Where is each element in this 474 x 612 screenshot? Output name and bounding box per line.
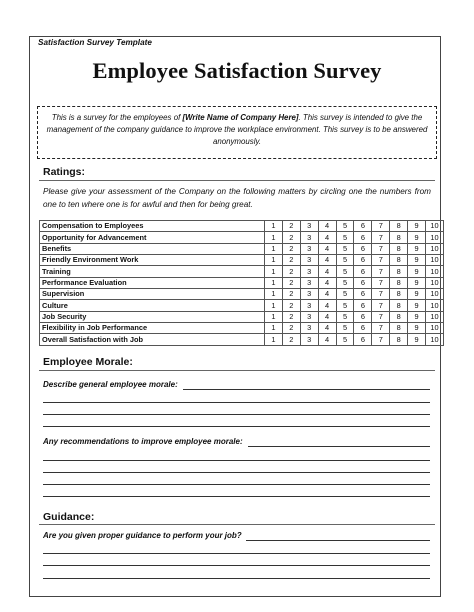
rating-score-option[interactable]: 3 <box>300 334 318 345</box>
rating-row <box>40 300 444 311</box>
rating-score-option[interactable]: 1 <box>265 311 283 322</box>
rating-score-option[interactable]: 5 <box>336 277 354 288</box>
rating-score-option[interactable]: 1 <box>265 266 283 277</box>
rating-score-option[interactable]: 4 <box>318 255 336 266</box>
rating-row <box>40 334 444 345</box>
rating-score-option[interactable]: 10 <box>426 289 444 300</box>
rating-score-option[interactable]: 9 <box>408 221 426 232</box>
rating-score-option[interactable]: 6 <box>354 334 372 345</box>
guidance-rule <box>39 524 435 525</box>
morale-question-recommendations: Any recommendations to improve employee morale: <box>43 437 243 446</box>
rating-score-option[interactable]: 2 <box>282 221 300 232</box>
ratings-rule <box>39 180 435 181</box>
rating-score-option[interactable]: 3 <box>300 323 318 334</box>
survey-title: Employee Satisfaction Survey <box>92 58 382 83</box>
rating-score-option[interactable]: 6 <box>354 311 372 322</box>
rating-score-option[interactable]: 1 <box>265 232 283 243</box>
rating-score-option[interactable]: 4 <box>318 311 336 322</box>
rating-score-option[interactable]: 3 <box>300 232 318 243</box>
rating-score-option[interactable]: 6 <box>354 232 372 243</box>
rating-score-option[interactable]: 1 <box>265 300 283 311</box>
rating-item-label: Supervision <box>40 289 265 300</box>
rating-score-option[interactable]: 10 <box>426 277 444 288</box>
rating-score-option[interactable]: 1 <box>265 277 283 288</box>
rating-score-option[interactable]: 4 <box>318 232 336 243</box>
rating-score-option[interactable]: 10 <box>426 323 444 334</box>
rating-score-option[interactable]: 8 <box>390 300 408 311</box>
rating-score-option[interactable]: 6 <box>354 300 372 311</box>
rating-score-option[interactable]: 7 <box>372 232 390 243</box>
rating-score-option[interactable]: 3 <box>300 266 318 277</box>
rating-score-option[interactable]: 8 <box>390 334 408 345</box>
guidance-answer-line[interactable] <box>246 540 430 541</box>
rating-score-option[interactable]: 7 <box>372 255 390 266</box>
rating-score-option[interactable]: 3 <box>300 221 318 232</box>
rating-score-option[interactable]: 4 <box>318 266 336 277</box>
rating-score-option[interactable]: 7 <box>372 243 390 254</box>
rating-row <box>40 221 444 232</box>
morale-answer-line[interactable] <box>43 414 430 415</box>
rating-score-option[interactable]: 8 <box>390 277 408 288</box>
rating-score-option[interactable]: 8 <box>390 243 408 254</box>
rating-score-option[interactable]: 2 <box>282 300 300 311</box>
morale-heading: Employee Morale: <box>43 356 133 368</box>
ratings-instructions: Please give your assessment of the Company on the following matters by circling one the numbers from one to ten where one is for awful and then for being great. <box>43 187 431 209</box>
rating-score-option[interactable]: 4 <box>318 300 336 311</box>
rating-score-option[interactable]: 8 <box>390 311 408 322</box>
rating-item-label: Performance Evaluation <box>40 277 265 288</box>
rating-score-option[interactable]: 4 <box>318 221 336 232</box>
rating-score-option[interactable]: 2 <box>282 232 300 243</box>
rating-score-option[interactable]: 6 <box>354 243 372 254</box>
rating-item-label: Culture <box>40 300 265 311</box>
rating-score-option[interactable]: 10 <box>426 300 444 311</box>
guidance-answer-line[interactable] <box>43 565 430 566</box>
rating-item-label: Compensation to Employees <box>40 221 265 232</box>
rating-score-option[interactable]: 3 <box>300 289 318 300</box>
rating-row <box>40 232 444 243</box>
rating-score-option[interactable]: 2 <box>282 266 300 277</box>
rating-score-option[interactable]: 2 <box>282 334 300 345</box>
rating-score-option[interactable]: 1 <box>265 243 283 254</box>
rating-score-option[interactable]: 10 <box>426 221 444 232</box>
intro-text-start: This is a survey for the employees of <box>51 113 183 122</box>
rating-score-option[interactable]: 7 <box>372 311 390 322</box>
rating-score-option[interactable]: 7 <box>372 266 390 277</box>
morale-answer-line[interactable] <box>43 426 430 427</box>
rating-score-option[interactable]: 8 <box>390 255 408 266</box>
rating-score-option[interactable]: 8 <box>390 323 408 334</box>
rating-score-option[interactable]: 8 <box>390 289 408 300</box>
rating-score-option[interactable]: 7 <box>372 221 390 232</box>
rating-score-option[interactable]: 5 <box>336 311 354 322</box>
rating-score-option[interactable]: 9 <box>408 323 426 334</box>
rating-score-option[interactable]: 2 <box>282 311 300 322</box>
rating-item-label: Overall Satisfaction with Job <box>40 334 265 345</box>
rating-score-option[interactable]: 8 <box>390 221 408 232</box>
rating-score-option[interactable]: 9 <box>408 300 426 311</box>
rating-score-option[interactable]: 6 <box>354 221 372 232</box>
morale-answer-line[interactable] <box>43 402 430 403</box>
rating-score-option[interactable]: 2 <box>282 289 300 300</box>
rating-score-option[interactable]: 6 <box>354 323 372 334</box>
rating-score-option[interactable]: 2 <box>282 255 300 266</box>
ratings-table <box>39 220 444 346</box>
rating-score-option[interactable]: 5 <box>336 300 354 311</box>
rating-row <box>40 266 444 277</box>
rating-score-option[interactable]: 7 <box>372 289 390 300</box>
recommendations-answer-line[interactable] <box>43 460 430 461</box>
rating-score-option[interactable]: 1 <box>265 323 283 334</box>
rating-score-option[interactable]: 7 <box>372 334 390 345</box>
rating-score-option[interactable]: 6 <box>354 289 372 300</box>
rating-score-option[interactable]: 9 <box>408 255 426 266</box>
rating-row <box>40 277 444 288</box>
rating-score-option[interactable]: 5 <box>336 232 354 243</box>
rating-row <box>40 289 444 300</box>
rating-score-option[interactable]: 2 <box>282 323 300 334</box>
rating-score-option[interactable]: 2 <box>282 243 300 254</box>
guidance-heading: Guidance: <box>43 511 95 523</box>
rating-score-option[interactable]: 5 <box>336 323 354 334</box>
rating-score-option[interactable]: 4 <box>318 323 336 334</box>
rating-score-option[interactable]: 9 <box>408 243 426 254</box>
rating-score-option[interactable]: 4 <box>318 243 336 254</box>
rating-item-label: Opportunity for Advancement <box>40 232 265 243</box>
rating-score-option[interactable]: 9 <box>408 266 426 277</box>
rating-item-label: Friendly Environment Work <box>40 255 265 266</box>
rating-score-option[interactable]: 3 <box>300 255 318 266</box>
morale-question-describe: Describe general employee morale: <box>43 380 178 389</box>
recommendations-answer-line[interactable] <box>43 496 430 497</box>
template-label: Satisfaction Survey Template <box>38 38 152 47</box>
guidance-question-proper-guidance: Are you given proper guidance to perform your job? <box>43 531 242 540</box>
rating-score-option[interactable]: 1 <box>265 334 283 345</box>
rating-score-option[interactable]: 6 <box>354 255 372 266</box>
rating-score-option[interactable]: 3 <box>300 311 318 322</box>
rating-score-option[interactable]: 3 <box>300 277 318 288</box>
rating-score-option[interactable]: 9 <box>408 277 426 288</box>
rating-score-option[interactable]: 9 <box>408 232 426 243</box>
rating-row <box>40 323 444 334</box>
rating-score-option[interactable]: 5 <box>336 255 354 266</box>
rating-score-option[interactable]: 8 <box>390 232 408 243</box>
guidance-answer-line[interactable] <box>43 553 430 554</box>
rating-score-option[interactable]: 10 <box>426 334 444 345</box>
rating-score-option[interactable]: 2 <box>282 277 300 288</box>
rating-score-option[interactable]: 5 <box>336 266 354 277</box>
rating-item-label: Flexibility in Job Performance <box>40 323 265 334</box>
rating-score-option[interactable]: 1 <box>265 255 283 266</box>
rating-row <box>40 311 444 322</box>
rating-score-option[interactable]: 7 <box>372 323 390 334</box>
rating-score-option[interactable]: 3 <box>300 300 318 311</box>
recommendations-answer-line[interactable] <box>43 484 430 485</box>
rating-score-option[interactable]: 4 <box>318 277 336 288</box>
rating-item-label: Job Security <box>40 311 265 322</box>
rating-item-label: Training <box>40 266 265 277</box>
rating-item-label: Benefits <box>40 243 265 254</box>
rating-score-option[interactable]: 8 <box>390 266 408 277</box>
rating-score-option[interactable]: 10 <box>426 255 444 266</box>
rating-score-option[interactable]: 5 <box>336 334 354 345</box>
rating-score-option[interactable]: 4 <box>318 334 336 345</box>
rating-score-option[interactable]: 7 <box>372 300 390 311</box>
intro-box <box>37 106 437 159</box>
rating-score-option[interactable]: 9 <box>408 334 426 345</box>
rating-score-option[interactable]: 9 <box>408 311 426 322</box>
rating-score-option[interactable]: 6 <box>354 266 372 277</box>
morale-answer-line[interactable] <box>183 389 430 390</box>
rating-score-option[interactable]: 9 <box>408 289 426 300</box>
rating-score-option[interactable]: 6 <box>354 277 372 288</box>
rating-score-option[interactable]: 5 <box>336 243 354 254</box>
rating-score-option[interactable]: 10 <box>426 311 444 322</box>
rating-score-option[interactable]: 4 <box>318 289 336 300</box>
rating-score-option[interactable]: 5 <box>336 289 354 300</box>
rating-score-option[interactable]: 1 <box>265 289 283 300</box>
rating-score-option[interactable]: 7 <box>372 277 390 288</box>
rating-row <box>40 243 444 254</box>
guidance-answer-line[interactable] <box>43 578 430 579</box>
rating-score-option[interactable]: 1 <box>265 221 283 232</box>
rating-score-option[interactable]: 10 <box>426 232 444 243</box>
rating-score-option[interactable]: 3 <box>300 243 318 254</box>
rating-score-option[interactable]: 10 <box>426 243 444 254</box>
rating-row <box>40 255 444 266</box>
morale-rule <box>39 370 435 371</box>
recommendations-answer-line[interactable] <box>248 446 430 447</box>
rating-score-option[interactable]: 5 <box>336 221 354 232</box>
ratings-heading: Ratings: <box>43 166 85 178</box>
rating-score-option[interactable]: 10 <box>426 266 444 277</box>
intro-text-end: . This survey is intended to give the management of the company guidance to improve the workplace environment. This survey is to be answered anonymously. <box>46 113 428 146</box>
recommendations-answer-line[interactable] <box>43 472 430 473</box>
company-name-placeholder[interactable]: [Write Name of Company Here] <box>182 113 299 122</box>
